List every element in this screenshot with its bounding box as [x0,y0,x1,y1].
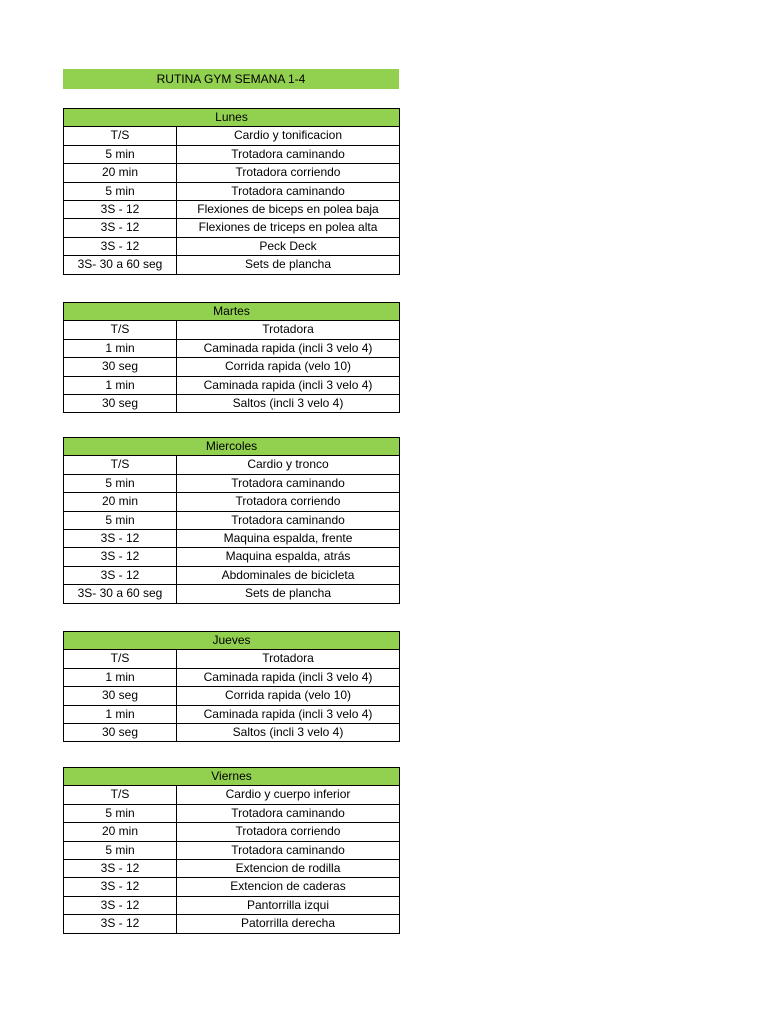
column-header-activity: Trotadora [177,321,400,339]
table-row [64,804,400,822]
day-header-row [64,109,400,127]
table-row [64,358,400,376]
time-sets-cell: 20 min [64,164,177,182]
activity-cell: Maquina espalda, atrás [177,548,400,566]
activity-cell: Saltos (incli 3 velo 4) [177,724,400,742]
time-sets-cell: 3S - 12 [64,237,177,255]
day-header-row [64,438,400,456]
column-header-activity: Cardio y cuerpo inferior [177,786,400,804]
table-row [64,724,400,742]
time-sets-cell: 3S - 12 [64,530,177,548]
activity-cell: Saltos (incli 3 velo 4) [177,395,400,413]
table-row [64,145,400,163]
table-row [64,860,400,878]
activity-cell: Trotadora caminando [177,474,400,492]
time-sets-cell: 1 min [64,376,177,394]
table-row [64,256,400,274]
time-sets-cell: 20 min [64,493,177,511]
column-header-time-sets: T/S [64,456,177,474]
column-header-row [64,321,400,339]
activity-cell: Flexiones de triceps en polea alta [177,219,400,237]
time-sets-cell: 5 min [64,511,177,529]
day-name: Martes [64,303,400,321]
activity-cell: Maquina espalda, frente [177,530,400,548]
activity-cell: Caminada rapida (incli 3 velo 4) [177,668,400,686]
table-row [64,548,400,566]
table-row [64,182,400,200]
table-row [64,687,400,705]
activity-cell: Trotadora caminando [177,182,400,200]
time-sets-cell: 1 min [64,668,177,686]
activity-cell: Trotadora caminando [177,511,400,529]
activity-cell: Pantorrilla izqui [177,896,400,914]
activity-cell: Corrida rapida (velo 10) [177,358,400,376]
time-sets-cell: 3S - 12 [64,201,177,219]
time-sets-cell: 30 seg [64,358,177,376]
column-header-row [64,127,400,145]
table-row [64,841,400,859]
time-sets-cell: 3S - 12 [64,878,177,896]
column-header-row [64,650,400,668]
time-sets-cell: 5 min [64,145,177,163]
day-table-jueves [63,631,400,742]
activity-cell: Trotadora caminando [177,841,400,859]
column-header-activity: Cardio y tonificacion [177,127,400,145]
table-row [64,376,400,394]
table-row [64,164,400,182]
table-row [64,201,400,219]
activity-cell: Trotadora corriendo [177,493,400,511]
time-sets-cell: 3S - 12 [64,566,177,584]
activity-cell: Extencion de rodilla [177,860,400,878]
day-name: Miercoles [64,438,400,456]
day-name: Jueves [64,632,400,650]
column-header-activity: Trotadora [177,650,400,668]
table-row [64,493,400,511]
day-header-row [64,632,400,650]
activity-cell: Caminada rapida (incli 3 velo 4) [177,339,400,357]
table-row [64,915,400,933]
time-sets-cell: 5 min [64,474,177,492]
column-header-time-sets: T/S [64,321,177,339]
activity-cell: Caminada rapida (incli 3 velo 4) [177,376,400,394]
activity-cell: Sets de plancha [177,585,400,603]
table-row [64,219,400,237]
table-row [64,237,400,255]
activity-cell: Peck Deck [177,237,400,255]
column-header-time-sets: T/S [64,127,177,145]
time-sets-cell: 3S - 12 [64,915,177,933]
day-name: Lunes [64,109,400,127]
table-row [64,566,400,584]
table-row [64,705,400,723]
day-header-row [64,303,400,321]
activity-cell: Patorrilla derecha [177,915,400,933]
day-table-viernes [63,767,400,934]
table-row [64,896,400,914]
time-sets-cell: 30 seg [64,395,177,413]
column-header-time-sets: T/S [64,786,177,804]
activity-cell: Caminada rapida (incli 3 velo 4) [177,705,400,723]
table-row [64,668,400,686]
table-row [64,585,400,603]
activity-cell: Sets de plancha [177,256,400,274]
time-sets-cell: 3S - 12 [64,896,177,914]
day-table-lunes [63,108,400,275]
routine-title: RUTINA GYM SEMANA 1-4 [63,69,399,89]
table-row [64,339,400,357]
table-row [64,511,400,529]
activity-cell: Extencion de caderas [177,878,400,896]
column-header-time-sets: T/S [64,650,177,668]
time-sets-cell: 3S- 30 a 60 seg [64,256,177,274]
table-row [64,474,400,492]
time-sets-cell: 30 seg [64,724,177,742]
day-header-row [64,768,400,786]
activity-cell: Trotadora caminando [177,145,400,163]
time-sets-cell: 3S - 12 [64,548,177,566]
time-sets-cell: 30 seg [64,687,177,705]
column-header-row [64,786,400,804]
column-header-row [64,456,400,474]
activity-cell: Flexiones de biceps en polea baja [177,201,400,219]
column-header-activity: Cardio y tronco [177,456,400,474]
activity-cell: Trotadora caminando [177,804,400,822]
day-table-martes [63,302,400,413]
time-sets-cell: 3S - 12 [64,860,177,878]
day-table-miercoles [63,437,400,604]
time-sets-cell: 5 min [64,804,177,822]
activity-cell: Trotadora corriendo [177,164,400,182]
table-row [64,395,400,413]
table-row [64,823,400,841]
time-sets-cell: 5 min [64,182,177,200]
day-name: Viernes [64,768,400,786]
time-sets-cell: 5 min [64,841,177,859]
activity-cell: Trotadora corriendo [177,823,400,841]
table-row [64,878,400,896]
time-sets-cell: 20 min [64,823,177,841]
time-sets-cell: 3S - 12 [64,219,177,237]
time-sets-cell: 1 min [64,705,177,723]
activity-cell: Abdominales de bicicleta [177,566,400,584]
time-sets-cell: 3S- 30 a 60 seg [64,585,177,603]
activity-cell: Corrida rapida (velo 10) [177,687,400,705]
table-row [64,530,400,548]
time-sets-cell: 1 min [64,339,177,357]
